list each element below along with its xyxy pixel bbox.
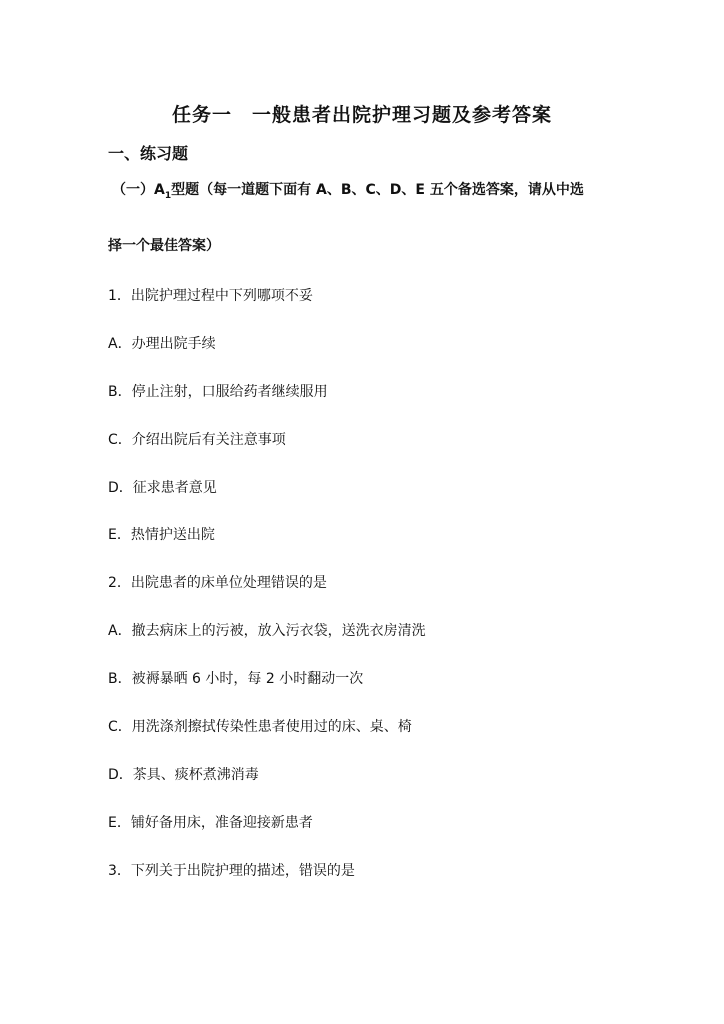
question-2-option-d: D．茶具、痰杯煮沸消毒 — [108, 767, 259, 783]
instruction-prefix: （一）A — [112, 182, 165, 198]
question-2-option-a: A．撤去病床上的污被，放入污衣袋，送洗衣房清洗 — [108, 623, 426, 639]
instruction-continued: 择一个最佳答案） — [108, 238, 220, 254]
instruction-text: 型题（每一道题下面有 A、B、C、D、E 五个备选答案，请从中选 — [171, 182, 584, 198]
question-1-option-d: D．征求患者意见 — [108, 480, 217, 496]
instruction-subscript: 1 — [164, 190, 172, 201]
question-1-option-c: C．介绍出院后有关注意事项 — [108, 432, 286, 448]
question-1: 1．出院护理过程中下列哪项不妥 — [108, 288, 313, 304]
question-2-option-b: B．被褥暴晒 6 小时，每 2 小时翻动一次 — [108, 671, 364, 687]
question-2-option-c: C．用洗涤剂擦拭传染性患者使用过的床、桌、椅 — [108, 719, 412, 735]
question-1-option-b: B．停止注射，口服给药者继续服用 — [108, 384, 328, 400]
question-1-option-a: A．办理出院手续 — [108, 336, 216, 352]
question-type-instruction — [112, 179, 632, 207]
question-2-option-e: E．铺好备用床，准备迎接新患者 — [108, 815, 313, 831]
question-3: 3．下列关于出院护理的描述，错误的是 — [108, 863, 355, 879]
question-2: 2．出院患者的床单位处理错误的是 — [108, 575, 327, 591]
document-title: 任务一 一般患者出院护理习题及参考答案 — [171, 104, 552, 126]
section-heading: 一、练习题 — [108, 144, 189, 163]
question-1-option-e: E．热情护送出院 — [108, 527, 215, 543]
